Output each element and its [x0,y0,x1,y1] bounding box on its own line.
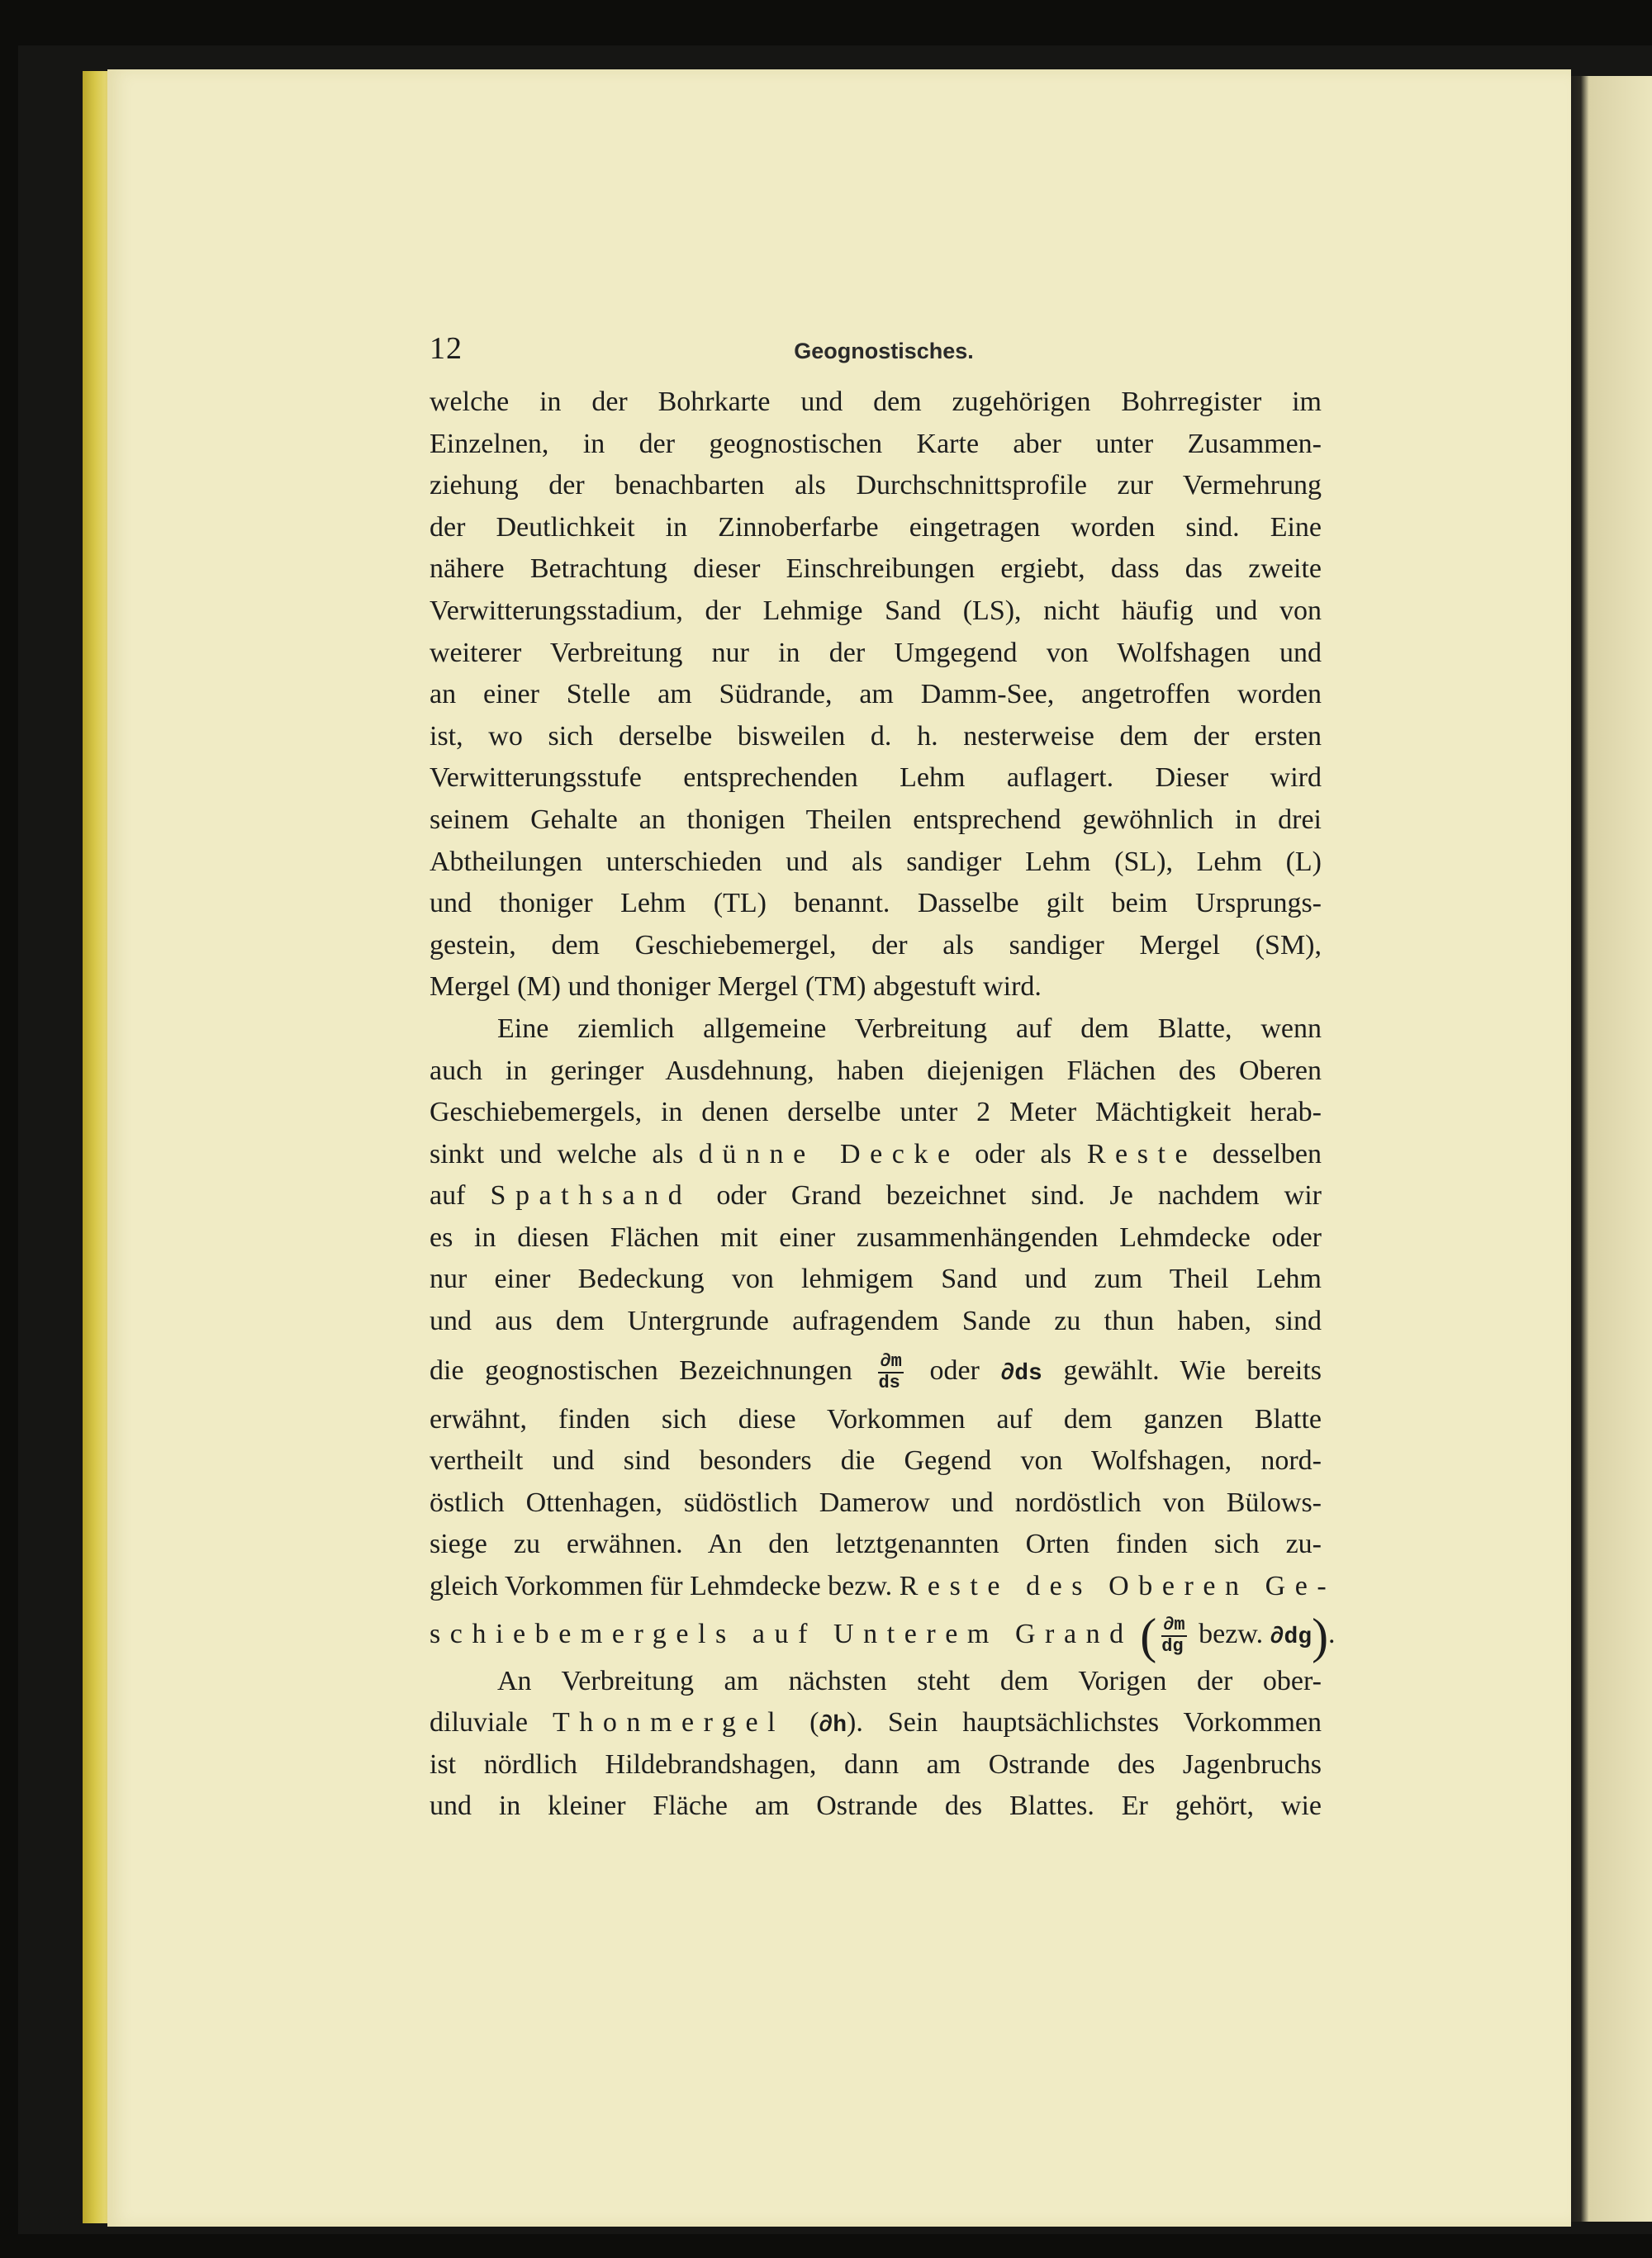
formula-fraction [1161,1615,1186,1657]
spaced-term-geschiebemergels-grand: schiebemergels auf Unterem Grand [430,1618,1133,1649]
text-run: oder [929,1354,980,1386]
text-line: Mergel (M) und thoniger Mergel (TM) abgestuft wird. [430,971,1042,1003]
text-line [430,1608,1329,1663]
text-line: auch in geringer Ausdehnung, haben diejenigen Flächen des Oberen [430,1055,1322,1086]
fraction-numerator: ∂m [880,1350,902,1372]
text-run: diluviale [430,1707,528,1739]
fraction-denominator: ds [878,1372,900,1393]
adjacent-page-edge [1571,76,1652,2222]
text-run: die geognostischen Bezeichnungen [430,1354,852,1386]
text-run: oder als [975,1138,1072,1169]
text-line: diluviale Thonmergel (∂h). Sein hauptsächlichstes Vorkommen [430,1707,1322,1739]
text-line: Verwitterungsstufe entsprechenden Lehm auflagert. Dieser wird [430,762,1322,794]
text-line [430,1343,1322,1399]
text-line: Eine ziemlich allgemeine Verbreitung auf dem Blatte, wenn [497,1013,1322,1044]
text-line: siege zu erwähnen. An den letztgenannten Orten finden sich zu- [430,1529,1322,1560]
text-run: bezw. [1199,1618,1264,1649]
page-header [430,330,1338,380]
text-line: welche in der Bohrkarte und dem zugehörigen Bohrregister im [430,387,1322,417]
text-line: gestein, dem Geschiebemergel, der als sandiger Mergel (SM), [430,929,1322,961]
text-line: An Verbreitung am nächsten steht dem Vorigen der ober- [497,1665,1322,1696]
text-line: Geschiebemergels, in denen derselbe unter 2 Meter Mächtigkeit herab- [430,1097,1322,1128]
text-line: Einzelnen, in der geognostischen Karte aber unter Zusammen- [430,428,1322,459]
text-line: weiterer Verbreitung nur in der Umgegend von Wolfshagen und [430,637,1322,668]
formula-symbol: ∂ds [1000,1360,1042,1387]
text-line: es in diesen Flächen mit einer zusammenhängenden Lehmdecke oder [430,1222,1322,1253]
spaced-term-spathsand: Spathsand [490,1180,692,1212]
text-line: östlich Ottenhagen, südöstlich Damerow und nordöstlich von Bülows- [430,1487,1322,1518]
spaced-term-reste-des-oberen: Reste des Oberen Ge- [899,1571,1336,1602]
text-line [430,1175,1322,1217]
text-line [430,1134,1322,1176]
text-line: Abtheilungen unterschieden und als sandiger Lehm (SL), Lehm (L) [430,846,1322,877]
text-run: auf [430,1180,466,1212]
text-run: desselben [1212,1138,1322,1169]
text-line: ziehung der benachbarten als Durchschnittsprofile zur Vermehrung [430,470,1322,501]
text-run: sinkt und welche als [430,1138,684,1169]
fraction-numerator: ∂m [1163,1614,1185,1635]
fraction-denominator: dg [1161,1635,1184,1657]
text-run: gewählt. Wie bereits [1063,1354,1322,1386]
text-line: seinem Gehalte an thonigen Theilen entsprechend gewöhnlich in drei [430,804,1322,835]
text-line: vertheilt und sind besonders die Gegend von Wolfshagen, nord- [430,1445,1322,1477]
text-line: der Deutlichkeit in Zinnoberfarbe eingetragen worden sind. Eine [430,511,1322,543]
text-run: gleich Vorkommen für Lehmdecke bezw. [430,1571,893,1602]
text-line: an einer Stelle am Südrande, am Damm-See, angetroffen worden [430,679,1322,710]
running-title: Geognostisches. [794,339,974,363]
text-line: ist, wo sich derselbe bisweilen d. h. nesterweise dem der ersten [430,720,1322,752]
text-line: und aus dem Untergrunde aufragendem Sande zu thun haben, sind [430,1306,1322,1337]
spaced-term-reste: Reste [1086,1138,1198,1169]
formula-symbol: ∂h [819,1713,847,1739]
text-line: erwähnt, finden sich diese Vorkommen auf dem ganzen Blatte [430,1403,1322,1435]
close-parenthesis: ) [1312,1608,1329,1663]
text-line: und thoniger Lehm (TL) benannt. Dasselbe gilt beim Ursprungs- [430,888,1322,919]
text-line: nur einer Bedeckung von lehmigem Sand und zum Theil Lehm [430,1264,1322,1295]
text-line: Verwitterungsstadium, der Lehmige Sand (LS), nicht häufig und von [430,595,1322,626]
open-parenthesis: ( [1140,1608,1157,1663]
text-run: Sein hauptsächlichstes Vorkommen [887,1707,1322,1739]
spaced-term-duenne-decke: dünne Decke [698,1138,960,1169]
spaced-term-thonmergel: Thonmergel [552,1707,786,1739]
text-line: nähere Betrachtung dieser Einschreibungen ergiebt, dass das zweite [430,553,1322,585]
formula-symbol: ∂dg [1270,1624,1313,1650]
body-text [430,382,1336,1828]
text-run: oder Grand bezeichnet sind. Je nachdem wir [716,1180,1322,1212]
page-number: 12 [430,331,463,366]
text-line: und in kleiner Fläche am Ostrande des Blattes. Er gehört, wie [430,1791,1322,1822]
text-line: ist nördlich Hildebrandshagen, dann am Ostrande des Jagenbruchs [430,1748,1322,1780]
formula-fraction [878,1352,903,1393]
text-line [430,1566,1336,1608]
